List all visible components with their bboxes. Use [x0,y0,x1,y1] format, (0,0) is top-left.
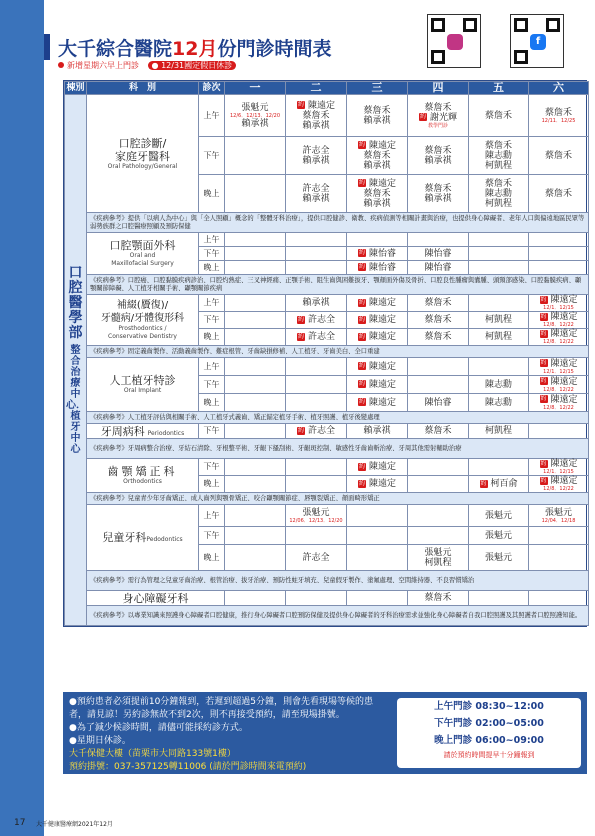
table-row [65,439,589,459]
col-thursday: 四 [408,82,469,95]
schedule-table [63,80,587,627]
table-row: 下午 約 陳遠定 陳志勳 約 陳遠定 12/8．12/22 [65,376,589,394]
dept-pedodontics: 兒童牙科Pedodontics [87,505,199,571]
table-row [65,275,589,295]
col-saturday: 六 [529,82,589,95]
table-row: 下午 張魁元 [65,527,589,545]
table-row: 牙周病科 Periodontics 下午 約 許志全 賴承祺 蔡詹禾 柯凱程 [65,424,589,439]
col-wednesday: 三 [347,82,408,95]
table-row: 晚上 許志全 賴承祺 約 陳遠定 蔡詹禾 賴承祺 蔡詹禾 賴承祺 蔡詹禾 陳志勳 柯凱程 蔡詹禾 [65,175,589,213]
table-row: 晚上 約 許志全 約 陳遠定 蔡詹禾 柯凱程 約 陳遠定 12/8．12/22 [65,329,589,346]
col-monday: 一 [225,82,286,95]
disease-note: 《疾病參考》提供「以病人為中心」與「全人照顧」概念的「整體牙科治療」，提供口腔健診、衛教、疾病偵測等相關計畫與治療，也提供身心障礙者、老年人口與偏遠地區民眾等弱勢族群之口腔醫療照顧及預防保健 [87,213,589,233]
table-row [65,213,589,233]
instagram-icon [447,34,463,50]
bullet-icon [58,62,64,68]
table-row [65,493,589,505]
booking-phone: 預約掛號：037-357125轉11006 (請於門診時間來電預約) [69,762,307,772]
table-row: 補綴(贗復)/ 牙髓病/牙體復形科 Prosthodontics / Conservative Dentistry 上午 賴承祺 約 陳遠定 蔡詹禾 約 陳遠定 12/1．12/15 [65,295,589,312]
col-building: 棟別 [66,83,85,93]
dept-oral-pathology: 口腔診斷/ 家庭牙醫科 Oral Pathology/General [87,95,199,213]
notice-holiday: ● 12/31國定假日休診 [148,61,237,70]
page-number: 17 [14,818,26,828]
facebook-qr-code [510,14,564,68]
facebook-icon: f [530,34,546,50]
clinic-hours: 上午門診 08:30~12:00 下午門診 02:00~05:00 晚上門診 06:00~09:00 請於預約時間提早十分鐘報到 [397,698,581,768]
table-row: 下午 約 陳怡睿 陳怡睿 [65,247,589,261]
dept-implant: 人工植牙特診 Oral Implant [87,358,199,412]
table-row: 口腔醫學部 整合治療中心．植牙中心 口腔診斷/ 家庭牙醫科 Oral Pathology/General 上午 張魁元 12/6．12/13．12/20 賴承祺 約 陳遠定 蔡詹禾 賴承祺 蔡詹禾 賴承祺 蔡詹禾 約 謝光輝 教學門診 蔡詹禾 蔡詹禾 12/11．12/25 [65,95,589,137]
table-row: 下午 約 許志全 約 陳遠定 蔡詹禾 柯凱程 約 陳遠定 12/8．12/22 [65,312,589,329]
disease-note: 《疾病參考》兒童青少年牙齒矯正、成人齒列與顎骨矯正、咬合顳顎關節症、唇顎裂矯正、顏面畸形矯正 [87,493,589,505]
table-row: 兒童牙科Pedodontics 上午 張魁元 12/06．12/13．12/20 張魁元 張魁元 12/04．12/18 [65,505,589,527]
table-row: 晚上 約 陳怡睿 陳怡睿 [65,261,589,275]
dept-prosthodontics: 補綴(贗復)/ 牙髓病/牙體復形科 Prosthodontics / Conservative Dentistry [87,295,199,346]
notice-line [58,60,236,71]
dept-orthodontics: 齒顎矯正科 Orthodontics [87,459,199,493]
table-header-row [65,82,589,95]
dept-special-needs: 身心障礙牙科 [87,591,225,606]
table-row [65,346,589,358]
info-box [63,692,587,774]
disease-note: 《疾病參考》人工植牙評估與相關手術、人工植牙式義齒、矯正錨定植牙手術、植牙照護、植牙後變處理 [87,412,589,424]
col-session: 診次 [199,82,225,95]
table-row [65,606,589,626]
appointment-notes: ●預約患者必須提前10分鐘報到，若遲到超過5分鐘，則會先看現場等候的患者，請見諒！另約診無故不到2次，則不再接受預約，請至現場掛號。 ●為了減少候診時間，請儘可能採約診方式。 ●星期日休診。 大千保健大樓（苗栗市大同路133號1樓） 預約掛號：037-357125轉11006 (請於門診時間來電預約) [69,696,391,774]
table-row: 身心障礙牙科 蔡詹禾 [65,591,589,606]
disease-note: 《疾病參考》固定義齒製作、活動義齒製作、難症根管、牙齒缺損修補、人工植牙、牙齒美白、全口重建 [87,346,589,358]
title-accent-bar [44,34,50,60]
department-group-label: 口腔醫學部 整合治療中心．植牙中心 [65,95,87,626]
table-row: 人工植牙特診 Oral Implant 上午 約 陳遠定 約 陳遠定 12/1．12/15 [65,358,589,376]
dept-periodontics: 牙周病科 Periodontics [87,424,199,439]
publication-label: 大千健康醫療網2021年12月 [36,821,113,828]
table-row [65,571,589,591]
table-row: 晚上 許志全 張魁元 柯凱程 張魁元 [65,545,589,571]
table-row: 齒顎矯正科 Orthodontics 下午 約 陳遠定 約 陳遠定 12/1．12/15 [65,459,589,476]
table-row: 晚上 約 陳遠定 約 柯百俞 約 陳遠定 12/8．12/22 [65,476,589,493]
clinic-address: 大千保健大樓（苗栗市大同路133號1樓） [69,749,236,759]
notice-new-saturday: 新增星期六早上門診 [67,61,139,70]
disease-note: 《疾病參考》以專業知識來照護身心障礙者口腔健康，推行身心障礙者口腔預防保健及提供身心障礙者的牙科治療需求並強化身心障礙者自我口腔照護及其照護者口腔照護知能。 [87,606,589,626]
table-row: 晚上 約 陳遠定 陳怡睿 陳志勳 約 陳遠定 12/8．12/22 [65,394,589,412]
dept-maxillofacial: 口腔顎面外科 Oral and Maxillofacial Surgery [87,233,199,275]
left-color-strip [0,0,44,836]
disease-note: 《疾病參考》需行為管理之兒童牙齒治療、根管治療、拔牙治療、預防性蛀牙填充、兒童假牙製作、塗氟處理、空間維持器、不良習慣矯治 [87,571,589,591]
disease-note: 《疾病參考》牙周病整合治療、牙結石清除、牙根整平術、牙齦下搔刮術、牙齦斑控制、敏感性牙齒齒斬治療、牙周其他需射輔助治療 [87,439,589,459]
col-tuesday: 二 [286,82,347,95]
col-department: 科 別 [87,82,199,95]
instagram-qr-code [427,14,481,68]
page-title: 大千綜合醫院12月份門診時間表 [58,38,332,60]
table-row: 下午 許志全 賴承祺 約 陳遠定 蔡詹禾 賴承祺 蔡詹禾 賴承祺 蔡詹禾 陳志勳 柯凱程 蔡詹禾 [65,137,589,175]
disease-note: 《疾病參考》口腔癌、口腔黏膜疾病診治、口腔灼熱症、三叉神經痛、正顎手術、阻生齒與困難拔牙、顎顏面外傷及骨折、口腔良性腫瘤與囊腫、頭頸部感染、口腔黏膜疾病、顳顎關節障礙、人工植牙相關手術、顳顎關節疾病 [87,275,589,295]
col-friday: 五 [469,82,529,95]
table-row [65,412,589,424]
table-row: 口腔顎面外科 Oral and Maxillofacial Surgery 上午 [65,233,589,247]
